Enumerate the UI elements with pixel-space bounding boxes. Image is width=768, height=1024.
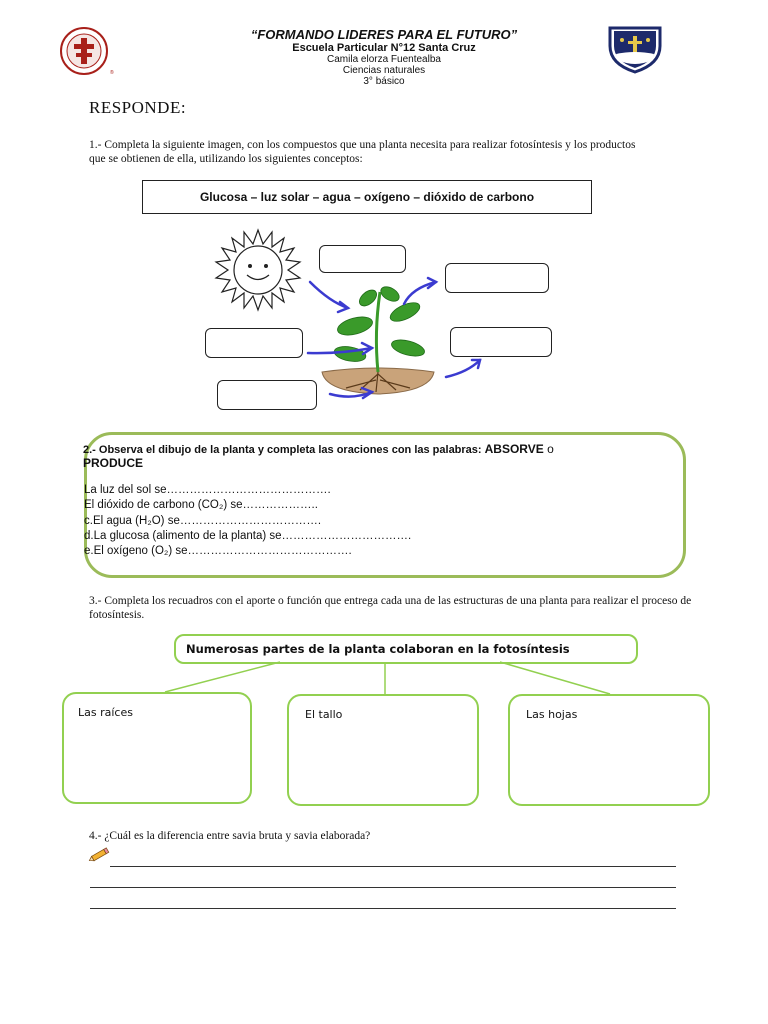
pencil-icon (88, 846, 112, 864)
concept-header-text: Numerosas partes de la planta colaboran en la fotosíntesis (186, 642, 570, 656)
answer-box-left[interactable] (205, 328, 303, 358)
answer-box-bottom-left[interactable] (217, 380, 317, 410)
sun-icon (216, 230, 300, 310)
leaves-box[interactable] (508, 694, 710, 806)
question-1-text: 1.- Completa la siguiente imagen, con los compuestos que una planta necesita para realizar fotosíntesis y los productos que se obtienen de ella, utilizando los siguientes conceptos: (89, 139, 636, 165)
roots-box[interactable] (62, 692, 252, 804)
question-2-instruction (83, 443, 643, 471)
word-absorbe: ABSORVE (484, 442, 544, 456)
plant-stem (376, 292, 380, 372)
sentence-line-d[interactable]: d.La glucosa (alimento de la planta) se……………………………. (84, 530, 412, 542)
grade-label: 3° básico (363, 76, 405, 87)
sentence-line-b[interactable]: El dióxido de carbono (CO₂) se……………….. (84, 499, 318, 511)
answer-box-upper-right[interactable] (445, 263, 549, 293)
sentence-line-e[interactable]: e.El oxígeno (O₂) se……………………………………. (84, 545, 352, 557)
answer-line-3[interactable] (90, 908, 676, 909)
page-title: RESPONDE: (89, 98, 187, 117)
answer-line-1[interactable] (110, 866, 676, 867)
answer-line-2[interactable] (90, 887, 676, 888)
roots-label: Las raíces (78, 706, 133, 719)
question-2-prefix: 2.- Observa el dibujo de la planta y completa las oraciones con las palabras: (83, 444, 485, 456)
sentence-line-c[interactable]: c.El agua (H₂O) se………………………………. (84, 515, 322, 527)
concept-header-box (174, 634, 638, 664)
stem-box[interactable] (287, 694, 479, 806)
school-name: Escuela Particular N°12 Santa Cruz (292, 42, 476, 54)
question-4-text: 4.- ¿Cuál es la diferencia entre savia bruta y savia elaborada? (89, 830, 371, 842)
answer-box-top[interactable] (319, 245, 406, 273)
stem-label: El tallo (305, 708, 343, 721)
word-connector: o (543, 442, 554, 456)
answer-box-lower-right[interactable] (450, 327, 552, 357)
concept-list-box: Glucosa – luz solar – agua – oxígeno – dióxido de carbono (142, 180, 592, 214)
svg-text:®: ® (110, 70, 114, 76)
word-produce: PRODUCE (83, 456, 144, 470)
sentence-line-a[interactable]: La luz del sol se……………………………………. (84, 484, 331, 496)
question-3-text: 3.- Completa los recuadros con el aporte o función que entrega cada una de las estructuras de una planta para realizar el proceso de fotosíntesis. (89, 595, 692, 621)
leaves-label: Las hojas (526, 708, 578, 721)
school-motto: “FORMANDO LIDERES PARA EL FUTURO” (250, 27, 518, 42)
subject-name: Ciencias naturales (342, 65, 426, 76)
teacher-name: Camila elorza Fuentealba (327, 54, 441, 65)
